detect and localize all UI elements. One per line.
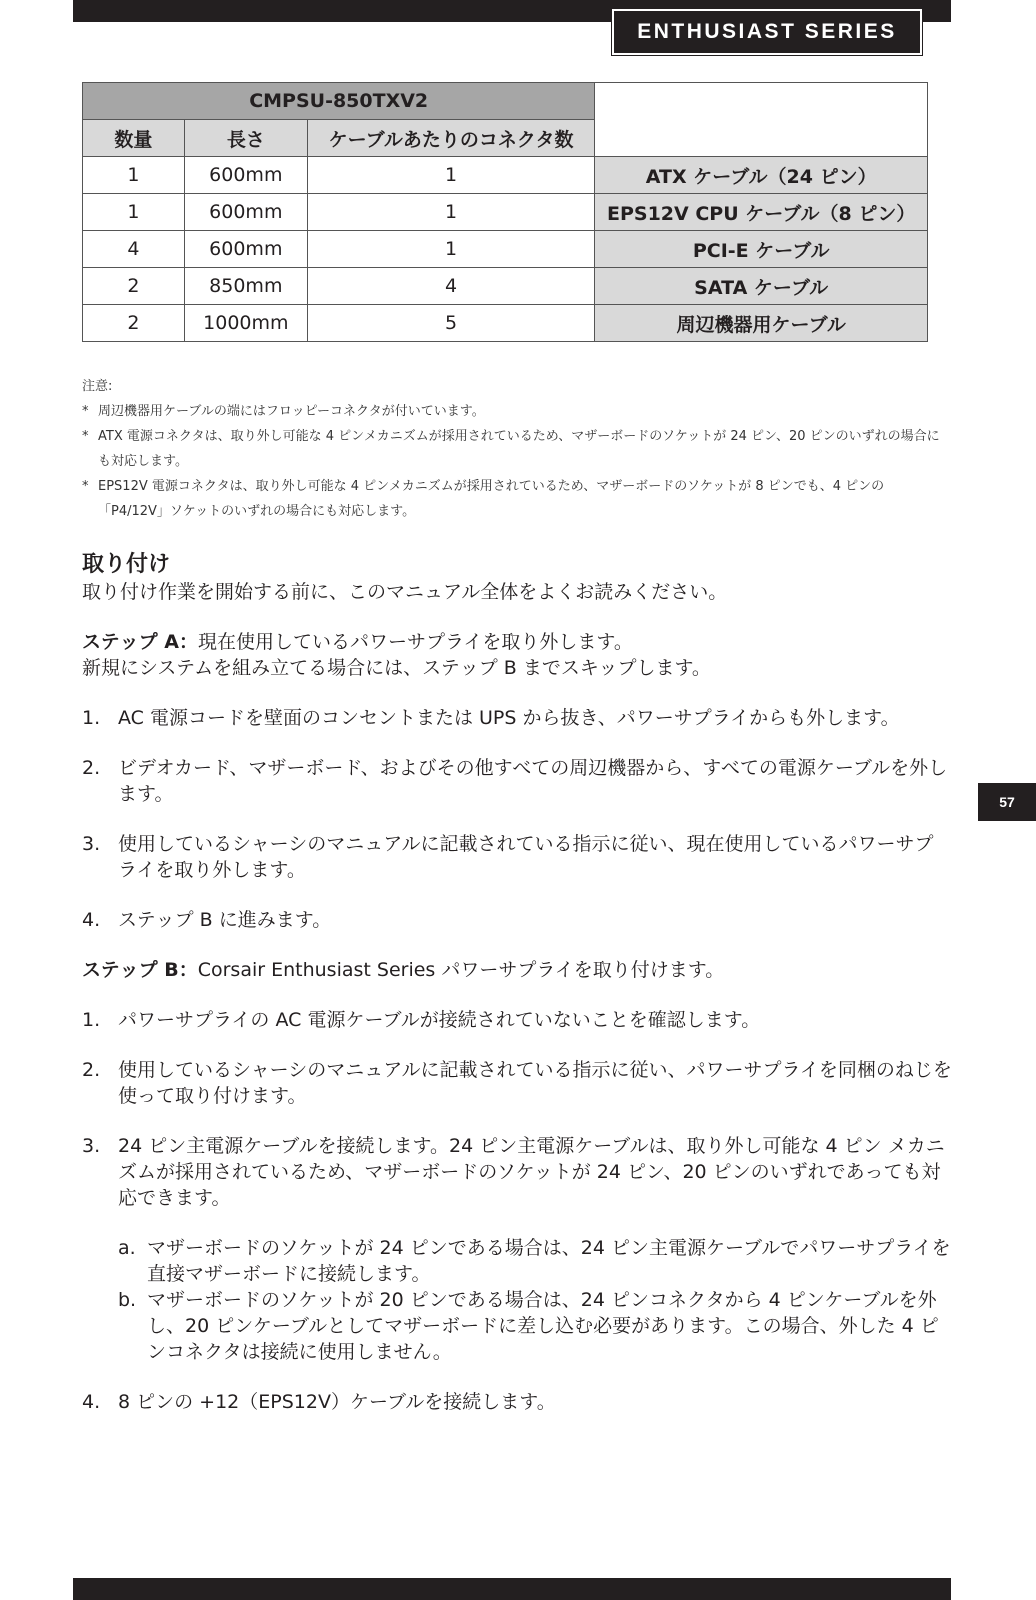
section-heading: 取り付け <box>82 552 171 577</box>
cable-label-cell: SATA ケーブル <box>595 268 928 305</box>
column-header-connectors: ケーブルあたりのコネクタ数 <box>307 120 595 157</box>
note-item: * EPS12V 電源コネクタは、取り外し可能な 4 ピンメカニズムが採用されているため、マザーボードのソケットが 8 ピンでも、4 ピンの「P4/12V」ソケットのいずれの場合にも対応します。 <box>82 479 885 519</box>
step-a-title: ステップ A：現在使用しているパワーサプライを取り外します。 <box>82 631 633 653</box>
note-text: 周辺機器用ケーブルの端にはフロッピーコネクタが付いています。 <box>98 404 485 419</box>
list-item: 1. パワーサプライの AC 電源ケーブルが接続されていないことを確認します。 <box>82 1009 761 1031</box>
qty-cell: 1 <box>83 194 185 231</box>
note-text: EPS12V 電源コネクタは、取り外し可能な 4 ピンメカニズムが採用されているため、マザーボードのソケットが 8 ピンでも、4 ピンの「P4/12V」ソケットのいずれの場合にも対応します。 <box>98 479 885 519</box>
note-text: ATX 電源コネクタは、取り外し可能な 4 ピンメカニズムが採用されているため、マザーボードのソケットが 24 ピン、20 ピンのいずれの場合にも対応します。 <box>98 429 940 469</box>
notes-title: 注意: <box>82 379 113 394</box>
list-item: 2. ビデオカード、マザーボード、およびその他すべての周辺機器から、すべての電源ケーブルを外します。 <box>82 757 948 805</box>
qty-cell: 4 <box>83 231 185 268</box>
step-a-label: ステップ A： <box>82 631 198 653</box>
list-item: 2. 使用しているシャーシのマニュアルに記載されている指示に従い、パワーサプライを同梱のねじを使って取り付けます。 <box>82 1059 952 1107</box>
notes-section <box>82 374 942 524</box>
note-item: * 周辺機器用ケーブルの端にはフロッピーコネクタが付いています。 <box>82 404 485 419</box>
page-number: 57 <box>978 783 1036 821</box>
list-item: 3. 使用しているシャーシのマニュアルに記載されている指示に従い、現在使用しているパワーサプライを取り外します。 <box>82 833 934 881</box>
connectors-cell: 5 <box>307 305 595 342</box>
cable-label-cell: PCI-E ケーブル <box>595 231 928 268</box>
table-row <box>83 268 928 305</box>
length-cell: 600mm <box>184 157 307 194</box>
connectors-cell: 1 <box>307 194 595 231</box>
cable-label-cell: EPS12V CPU ケーブル（8 ピン） <box>595 194 928 231</box>
series-badge: ENTHUSIAST SERIES <box>612 9 922 55</box>
note-item: * ATX 電源コネクタは、取り外し可能な 4 ピンメカニズムが採用されているため、マザーボードのソケットが 24 ピン、20 ピンのいずれの場合にも対応します。 <box>82 429 940 469</box>
footer-bar <box>73 1578 951 1600</box>
table-row <box>83 157 928 194</box>
qty-cell: 2 <box>83 305 185 342</box>
column-header-qty: 数量 <box>83 120 185 157</box>
table-row <box>83 194 928 231</box>
intro-text: 取り付け作業を開始する前に、このマニュアル全体をよくお読みください。 <box>82 581 728 603</box>
length-cell: 1000mm <box>184 305 307 342</box>
sub-list-item: b. マザーボードのソケットが 20 ピンである場合は、24 ピンコネクタから 4 ピンケーブルを外し、20 ピンケーブルとしてマザーボードに差し込む必要があります。この場合、外した 4 ピンコネクタは接続に使用しません。 <box>118 1289 939 1363</box>
length-cell: 600mm <box>184 231 307 268</box>
connectors-cell: 1 <box>307 157 595 194</box>
model-header: CMPSU-850TXV2 <box>83 83 595 120</box>
connectors-cell: 1 <box>307 231 595 268</box>
list-item: 1. AC 電源コードを壁面のコンセントまたは UPS から抜き、パワーサプライからも外します。 <box>82 707 900 729</box>
blank-header-cell <box>595 83 928 157</box>
step-a-note: 新規にシステムを組み立てる場合には、ステップ B までスキップします。 <box>82 657 711 679</box>
qty-cell: 2 <box>83 268 185 305</box>
length-cell: 600mm <box>184 194 307 231</box>
cable-label-cell: ATX ケーブル（24 ピン） <box>595 157 928 194</box>
list-item: 4. 8 ピンの +12（EPS12V）ケーブルを接続します。 <box>82 1391 556 1413</box>
qty-cell: 1 <box>83 157 185 194</box>
list-item: 4. ステップ B に進みます。 <box>82 909 332 931</box>
column-header-length: 長さ <box>184 120 307 157</box>
length-cell: 850mm <box>184 268 307 305</box>
connectors-cell: 4 <box>307 268 595 305</box>
table-row <box>83 231 928 268</box>
cable-table <box>82 82 928 342</box>
list-item: 3. 24 ピン主電源ケーブルを接続します。24 ピン主電源ケーブルは、取り外し可能な 4 ピン メカニズムが採用されているため、マザーボードのソケットが 24 ピン、20 ピンのいずれであっても対応できます。 <box>82 1135 945 1209</box>
table-row <box>83 305 928 342</box>
step-b-label: ステップ B： <box>82 959 198 981</box>
sub-list-item: a. マザーボードのソケットが 24 ピンである場合は、24 ピン主電源ケーブルでパワーサプライを直接マザーボードに接続します。 <box>118 1237 951 1285</box>
installation-section <box>82 551 952 1415</box>
step-b-title: ステップ B：Corsair Enthusiast Series パワーサプライを取り付けます。 <box>82 959 725 981</box>
cable-label-cell: 周辺機器用ケーブル <box>595 305 928 342</box>
